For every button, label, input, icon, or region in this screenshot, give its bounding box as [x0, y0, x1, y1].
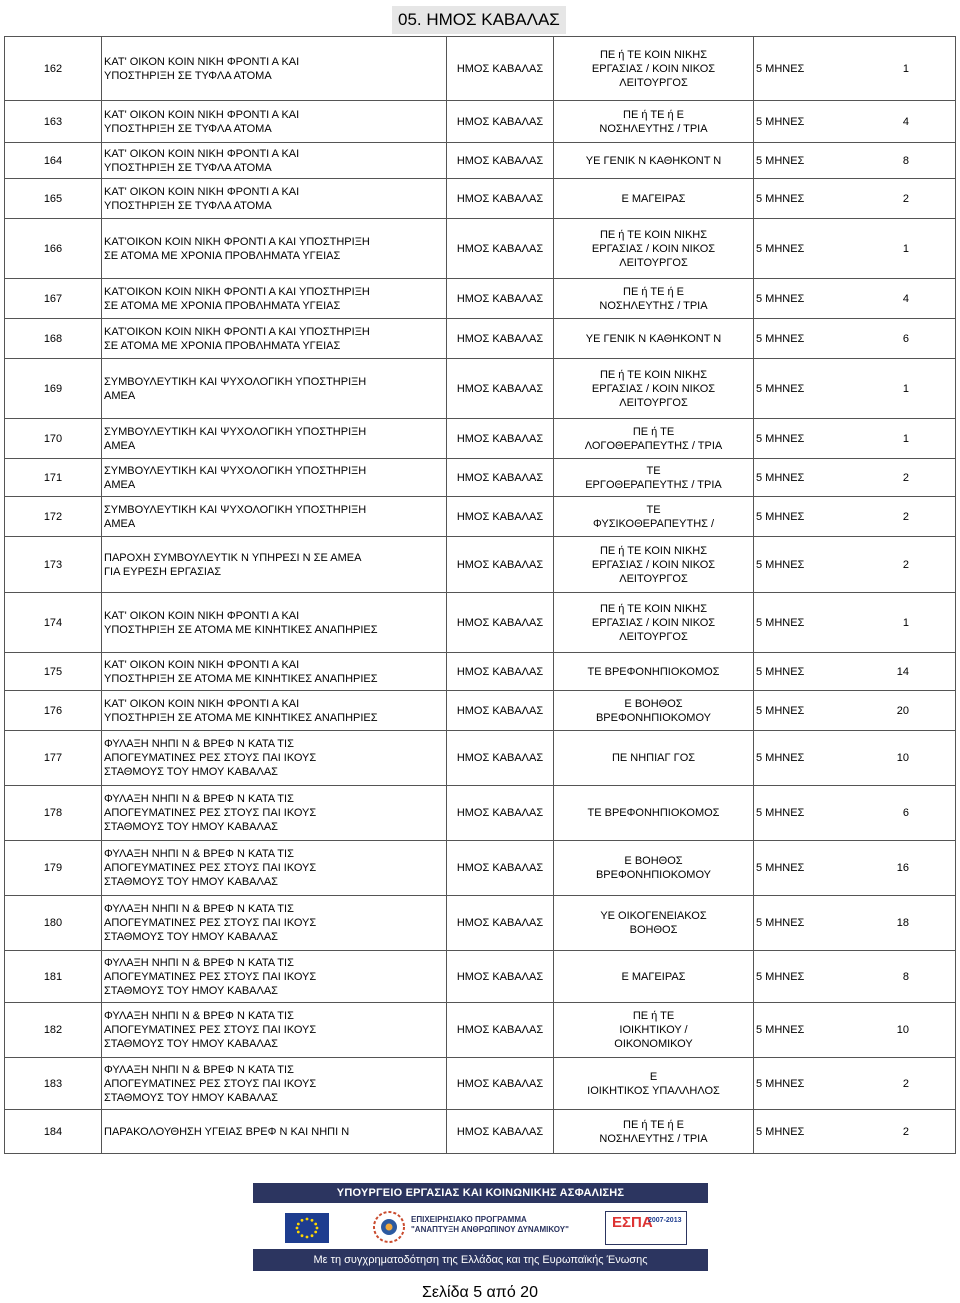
- program-cell: ΠΑΡΑΚΟΛΟΥΘΗΣΗ ΥΓΕΙΑΣ ΒΡΕΦ Ν ΚΑΙ ΝΗΠΙ Ν: [102, 1110, 447, 1154]
- location-cell: ΗΜΟΣ ΚΑΒΑΛΑΣ: [447, 786, 554, 841]
- row-number-cell: 170: [5, 419, 102, 459]
- location-cell: ΗΜΟΣ ΚΑΒΑΛΑΣ: [447, 731, 554, 786]
- specialty-cell: ΠΕ ΝΗΠΙΑΓ ΓΟΣ: [554, 731, 754, 786]
- position-count: 6: [902, 807, 909, 819]
- table-row: [5, 1058, 956, 1110]
- specialty-cell: Ε ΒΟΗΘΟΣ ΒΡΕΦΟΝΗΠΙΟΚΟΜΟΥ: [554, 691, 754, 731]
- row-number-cell: 174: [5, 593, 102, 653]
- duration-count-cell: [754, 593, 956, 653]
- location-cell: ΗΜΟΣ ΚΑΒΑΛΑΣ: [447, 279, 554, 319]
- program-cell: ΚΑΤ' ΟΙΚΟΝ ΚΟΙΝ ΝΙΚΗ ΦΡΟΝΤΙ Α ΚΑΙ ΥΠΟΣΤΗΡΙΞΗ ΣΕ ΤΥΦΛΑ ΑΤΟΜΑ: [102, 101, 447, 143]
- duration-count-cell: [754, 1058, 956, 1110]
- program-cell: ΦΥΛΑΞΗ ΝΗΠΙ Ν & ΒΡΕΦ Ν ΚΑΤΑ ΤΙΣ ΑΠΟΓΕΥΜΑΤΙΝΕΣ ΡΕΣ ΣΤΟΥΣ ΠΑΙ ΙΚΟΥΣ ΣΤΑΘΜΟΥΣ ΤΟΥ ΗΜΟΥ ΚΑΒΑΛΑΣ: [102, 896, 447, 951]
- program-cell: ΦΥΛΑΞΗ ΝΗΠΙ Ν & ΒΡΕΦ Ν ΚΑΤΑ ΤΙΣ ΑΠΟΓΕΥΜΑΤΙΝΕΣ ΡΕΣ ΣΤΟΥΣ ΠΑΙ ΙΚΟΥΣ ΣΤΑΘΜΟΥΣ ΤΟΥ ΗΜΟΥ ΚΑΒΑΛΑΣ: [102, 1003, 447, 1058]
- duration-text: 5 ΜΗΝΕΣ: [756, 807, 805, 819]
- table-row: [5, 653, 956, 691]
- row-number-cell: 169: [5, 359, 102, 419]
- row-number-cell: 175: [5, 653, 102, 691]
- specialty-cell: ΠΕ ή ΤΕ ΚΟΙΝ ΝΙΚΗΣ ΕΡΓΑΣΙΑΣ / ΚΟΙΝ ΝΙΚΟΣ ΛΕΙΤΟΥΡΓΟΣ: [554, 537, 754, 593]
- location-cell: ΗΜΟΣ ΚΑΒΑΛΑΣ: [447, 653, 554, 691]
- table-row: [5, 419, 956, 459]
- specialty-cell: ΤΕ ΕΡΓΟΘΕΡΑΠΕΥΤΗΣ / ΤΡΙΑ: [554, 459, 754, 497]
- location-cell: ΗΜΟΣ ΚΑΒΑΛΑΣ: [447, 497, 554, 537]
- row-number-cell: 178: [5, 786, 102, 841]
- table-row: [5, 319, 956, 359]
- position-count: 2: [902, 192, 909, 205]
- logo-strip: [253, 1203, 708, 1249]
- duration-count-cell: [754, 653, 956, 691]
- position-count: 1: [902, 242, 909, 255]
- position-count: 1: [902, 382, 909, 395]
- row-number-cell: 164: [5, 143, 102, 179]
- specialty-cell: ΠΕ ή ΤΕ ΙΟΙΚΗΤΙΚΟΥ / ΟΙΚΟΝΟΜΙΚΟΥ: [554, 1003, 754, 1058]
- program-cell: ΠΑΡΟΧΗ ΣΥΜΒΟΥΛΕΥΤΙΚ Ν ΥΠΗΡΕΣΙ Ν ΣΕ ΑΜΕΑ ΓΙΑ ΕΥΡΕΣΗ ΕΡΓΑΣΙΑΣ: [102, 537, 447, 593]
- positions-table: [4, 36, 956, 1154]
- duration-text: 5 ΜΗΝΕΣ: [756, 616, 805, 629]
- duration-count-cell: [754, 359, 956, 419]
- table-row: [5, 951, 956, 1003]
- duration-text: 5 ΜΗΝΕΣ: [756, 704, 805, 717]
- op-title-line1: ΕΠΙΧΕΙΡΗΣΙΑΚΟ ΠΡΟΓΡΑΜΜΑ: [411, 1215, 527, 1224]
- row-number-cell: 163: [5, 101, 102, 143]
- duration-text: 5 ΜΗΝΕΣ: [756, 970, 805, 983]
- location-cell: ΗΜΟΣ ΚΑΒΑΛΑΣ: [447, 37, 554, 101]
- duration-count-cell: [754, 37, 956, 101]
- location-cell: ΗΜΟΣ ΚΑΒΑΛΑΣ: [447, 459, 554, 497]
- location-cell: ΗΜΟΣ ΚΑΒΑΛΑΣ: [447, 319, 554, 359]
- duration-count-cell: [754, 951, 956, 1003]
- row-number-cell: 182: [5, 1003, 102, 1058]
- position-count: 2: [902, 1125, 909, 1138]
- row-number-cell: 167: [5, 279, 102, 319]
- position-count: 8: [902, 154, 909, 167]
- specialty-cell: ΤΕ ΒΡΕΦΟΝΗΠΙΟΚΟΜΟΣ: [554, 653, 754, 691]
- position-count: 10: [896, 1024, 909, 1036]
- program-cell: ΦΥΛΑΞΗ ΝΗΠΙ Ν & ΒΡΕΦ Ν ΚΑΤΑ ΤΙΣ ΑΠΟΓΕΥΜΑΤΙΝΕΣ ΡΕΣ ΣΤΟΥΣ ΠΑΙ ΙΚΟΥΣ ΣΤΑΘΜΟΥΣ ΤΟΥ ΗΜΟΥ ΚΑΒΑΛΑΣ: [102, 1058, 447, 1110]
- position-count: 14: [896, 665, 909, 678]
- table-row: [5, 731, 956, 786]
- specialty-cell: ΥΕ ΓΕΝΙΚ Ν ΚΑΘΗΚΟΝΤ Ν: [554, 143, 754, 179]
- espa-title: ΕΣΠΑ: [612, 1214, 653, 1231]
- duration-text: 5 ΜΗΝΕΣ: [756, 332, 805, 345]
- position-count: 8: [902, 970, 909, 983]
- location-cell: ΗΜΟΣ ΚΑΒΑΛΑΣ: [447, 101, 554, 143]
- row-number-cell: 184: [5, 1110, 102, 1154]
- position-count: 1: [902, 62, 909, 75]
- duration-text: 5 ΜΗΝΕΣ: [756, 1125, 805, 1138]
- position-count: 18: [896, 917, 909, 929]
- program-cell: ΦΥΛΑΞΗ ΝΗΠΙ Ν & ΒΡΕΦ Ν ΚΑΤΑ ΤΙΣ ΑΠΟΓΕΥΜΑΤΙΝΕΣ ΡΕΣ ΣΤΟΥΣ ΠΑΙ ΙΚΟΥΣ ΣΤΑΘΜΟΥΣ ΤΟΥ ΗΜΟΥ ΚΑΒΑΛΑΣ: [102, 951, 447, 1003]
- duration-count-cell: [754, 537, 956, 593]
- espa-logo: [605, 1211, 687, 1245]
- position-count: 16: [896, 862, 909, 874]
- espa-years: 2007-2013: [648, 1217, 682, 1224]
- duration-count-cell: [754, 497, 956, 537]
- position-count: 2: [902, 1077, 909, 1090]
- duration-count-cell: [754, 319, 956, 359]
- op-title: [411, 1215, 576, 1235]
- program-cell: ΚΑΤ' ΟΙΚΟΝ ΚΟΙΝ ΝΙΚΗ ΦΡΟΝΤΙ Α ΚΑΙ ΥΠΟΣΤΗΡΙΞΗ ΣΕ ΑΤΟΜΑ ΜΕ ΚΙΝΗΤΙΚΕΣ ΑΝΑΠΗΡΙΕΣ: [102, 653, 447, 691]
- duration-count-cell: [754, 101, 956, 143]
- page-number: Σελίδα 5 από 20: [422, 1284, 538, 1301]
- program-cell: ΚΑΤ'ΟΙΚΟΝ ΚΟΙΝ ΝΙΚΗ ΦΡΟΝΤΙ Α ΚΑΙ ΥΠΟΣΤΗΡΙΞΗ ΣΕ ΑΤΟΜΑ ΜΕ ΧΡΟΝΙΑ ΠΡΟΒΛΗΜΑΤΑ ΥΓΕΙΑΣ: [102, 219, 447, 279]
- duration-count-cell: [754, 731, 956, 786]
- duration-text: 5 ΜΗΝΕΣ: [756, 115, 805, 128]
- program-cell: ΦΥΛΑΞΗ ΝΗΠΙ Ν & ΒΡΕΦ Ν ΚΑΤΑ ΤΙΣ ΑΠΟΓΕΥΜΑΤΙΝΕΣ ΡΕΣ ΣΤΟΥΣ ΠΑΙ ΙΚΟΥΣ ΣΤΑΘΜΟΥΣ ΤΟΥ ΗΜΟΥ ΚΑΒΑΛΑΣ: [102, 786, 447, 841]
- row-number-cell: 168: [5, 319, 102, 359]
- position-count: 4: [902, 292, 909, 305]
- duration-text: 5 ΜΗΝΕΣ: [756, 1077, 805, 1090]
- duration-text: 5 ΜΗΝΕΣ: [756, 752, 805, 764]
- location-cell: ΗΜΟΣ ΚΑΒΑΛΑΣ: [447, 179, 554, 219]
- location-cell: ΗΜΟΣ ΚΑΒΑΛΑΣ: [447, 143, 554, 179]
- table-row: [5, 497, 956, 537]
- specialty-cell: ΠΕ ή ΤΕ ΚΟΙΝ ΝΙΚΗΣ ΕΡΓΑΣΙΑΣ / ΚΟΙΝ ΝΙΚΟΣ ΛΕΙΤΟΥΡΓΟΣ: [554, 219, 754, 279]
- program-cell: ΚΑΤ'ΟΙΚΟΝ ΚΟΙΝ ΝΙΚΗ ΦΡΟΝΤΙ Α ΚΑΙ ΥΠΟΣΤΗΡΙΞΗ ΣΕ ΑΤΟΜΑ ΜΕ ΧΡΟΝΙΑ ΠΡΟΒΛΗΜΑΤΑ ΥΓΕΙΑΣ: [102, 319, 447, 359]
- specialty-cell: Ε ΜΑΓΕΙΡΑΣ: [554, 179, 754, 219]
- row-number-cell: 180: [5, 896, 102, 951]
- duration-count-cell: [754, 691, 956, 731]
- specialty-cell: ΠΕ ή ΤΕ ΚΟΙΝ ΝΙΚΗΣ ΕΡΓΑΣΙΑΣ / ΚΟΙΝ ΝΙΚΟΣ ΛΕΙΤΟΥΡΓΟΣ: [554, 37, 754, 101]
- row-number-cell: 162: [5, 37, 102, 101]
- duration-text: 5 ΜΗΝΕΣ: [756, 471, 805, 484]
- table-row: [5, 279, 956, 319]
- location-cell: ΗΜΟΣ ΚΑΒΑΛΑΣ: [447, 219, 554, 279]
- table-row: [5, 359, 956, 419]
- position-count: 4: [902, 115, 909, 128]
- duration-text: 5 ΜΗΝΕΣ: [756, 154, 805, 167]
- program-cell: ΣΥΜΒΟΥΛΕΥΤΙΚΗ ΚΑΙ ΨΥΧΟΛΟΓΙΚΗ ΥΠΟΣΤΗΡΙΞΗ ΑΜΕΑ: [102, 459, 447, 497]
- program-cell: ΣΥΜΒΟΥΛΕΥΤΙΚΗ ΚΑΙ ΨΥΧΟΛΟΓΙΚΗ ΥΠΟΣΤΗΡΙΞΗ ΑΜΕΑ: [102, 497, 447, 537]
- table-row: [5, 143, 956, 179]
- specialty-cell: ΤΕ ΦΥΣΙΚΟΘΕΡΑΠΕΥΤΗΣ /: [554, 497, 754, 537]
- program-cell: ΣΥΜΒΟΥΛΕΥΤΙΚΗ ΚΑΙ ΨΥΧΟΛΟΓΙΚΗ ΥΠΟΣΤΗΡΙΞΗ ΑΜΕΑ: [102, 419, 447, 459]
- program-cell: ΣΥΜΒΟΥΛΕΥΤΙΚΗ ΚΑΙ ΨΥΧΟΛΟΓΙΚΗ ΥΠΟΣΤΗΡΙΞΗ ΑΜΕΑ: [102, 359, 447, 419]
- specialty-cell: ΠΕ ή ΤΕ ή Ε ΝΟΣΗΛΕΥΤΗΣ / ΤΡΙΑ: [554, 279, 754, 319]
- table-row: [5, 896, 956, 951]
- specialty-cell: ΤΕ ΒΡΕΦΟΝΗΠΙΟΚΟΜΟΣ: [554, 786, 754, 841]
- location-cell: ΗΜΟΣ ΚΑΒΑΛΑΣ: [447, 1110, 554, 1154]
- table-row: [5, 219, 956, 279]
- row-number-cell: 165: [5, 179, 102, 219]
- position-count: 10: [896, 752, 909, 764]
- program-cell: ΚΑΤ' ΟΙΚΟΝ ΚΟΙΝ ΝΙΚΗ ΦΡΟΝΤΙ Α ΚΑΙ ΥΠΟΣΤΗΡΙΞΗ ΣΕ ΑΤΟΜΑ ΜΕ ΚΙΝΗΤΙΚΕΣ ΑΝΑΠΗΡΙΕΣ: [102, 593, 447, 653]
- program-cell: ΚΑΤ' ΟΙΚΟΝ ΚΟΙΝ ΝΙΚΗ ΦΡΟΝΤΙ Α ΚΑΙ ΥΠΟΣΤΗΡΙΞΗ ΣΕ ΤΥΦΛΑ ΑΤΟΜΑ: [102, 37, 447, 101]
- duration-text: 5 ΜΗΝΕΣ: [756, 192, 805, 205]
- row-number-cell: 172: [5, 497, 102, 537]
- table-row: [5, 1003, 956, 1058]
- location-cell: ΗΜΟΣ ΚΑΒΑΛΑΣ: [447, 691, 554, 731]
- location-cell: ΗΜΟΣ ΚΑΒΑΛΑΣ: [447, 1003, 554, 1058]
- duration-text: 5 ΜΗΝΕΣ: [756, 558, 805, 571]
- duration-text: 5 ΜΗΝΕΣ: [756, 1024, 805, 1036]
- program-cell: ΦΥΛΑΞΗ ΝΗΠΙ Ν & ΒΡΕΦ Ν ΚΑΤΑ ΤΙΣ ΑΠΟΓΕΥΜΑΤΙΝΕΣ ΡΕΣ ΣΤΟΥΣ ΠΑΙ ΙΚΟΥΣ ΣΤΑΘΜΟΥΣ ΤΟΥ ΗΜΟΥ ΚΑΒΑΛΑΣ: [102, 841, 447, 896]
- row-number-cell: 173: [5, 537, 102, 593]
- position-count: 2: [902, 510, 909, 523]
- specialty-cell: Ε ΒΟΗΘΟΣ ΒΡΕΦΟΝΗΠΙΟΚΟΜΟΥ: [554, 841, 754, 896]
- positions-table-body: [5, 37, 956, 1154]
- row-number-cell: 179: [5, 841, 102, 896]
- position-count: 1: [902, 432, 909, 445]
- location-cell: ΗΜΟΣ ΚΑΒΑΛΑΣ: [447, 593, 554, 653]
- duration-count-cell: [754, 896, 956, 951]
- section-header: [392, 6, 912, 36]
- table-row: [5, 593, 956, 653]
- position-count: 2: [902, 558, 909, 571]
- specialty-cell: ΠΕ ή ΤΕ ή Ε ΝΟΣΗΛΕΥΤΗΣ / ΤΡΙΑ: [554, 101, 754, 143]
- table-row: [5, 459, 956, 497]
- section-title: 05. ΗΜΟΣ ΚΑΒΑΛΑΣ: [392, 6, 566, 34]
- program-cell: ΦΥΛΑΞΗ ΝΗΠΙ Ν & ΒΡΕΦ Ν ΚΑΤΑ ΤΙΣ ΑΠΟΓΕΥΜΑΤΙΝΕΣ ΡΕΣ ΣΤΟΥΣ ΠΑΙ ΙΚΟΥΣ ΣΤΑΘΜΟΥΣ ΤΟΥ ΗΜΟΥ ΚΑΒΑΛΑΣ: [102, 731, 447, 786]
- specialty-cell: Ε ΜΑΓΕΙΡΑΣ: [554, 951, 754, 1003]
- duration-text: 5 ΜΗΝΕΣ: [756, 917, 805, 929]
- row-number-cell: 176: [5, 691, 102, 731]
- duration-count-cell: [754, 279, 956, 319]
- table-row: [5, 37, 956, 101]
- specialty-cell: ΠΕ ή ΤΕ ή Ε ΝΟΣΗΛΕΥΤΗΣ / ΤΡΙΑ: [554, 1110, 754, 1154]
- position-count: 1: [902, 616, 909, 629]
- specialty-cell: Ε ΙΟΙΚΗΤΙΚΟΣ ΥΠΑΛΛΗΛΟΣ: [554, 1058, 754, 1110]
- specialty-cell: ΥΕ ΟΙΚΟΓΕΝΕΙΑΚΟΣ ΒΟΗΘΟΣ: [554, 896, 754, 951]
- table-row: [5, 841, 956, 896]
- location-cell: ΗΜΟΣ ΚΑΒΑΛΑΣ: [447, 537, 554, 593]
- location-cell: ΗΜΟΣ ΚΑΒΑΛΑΣ: [447, 419, 554, 459]
- program-cell: ΚΑΤ'ΟΙΚΟΝ ΚΟΙΝ ΝΙΚΗ ΦΡΟΝΤΙ Α ΚΑΙ ΥΠΟΣΤΗΡΙΞΗ ΣΕ ΑΤΟΜΑ ΜΕ ΧΡΟΝΙΑ ΠΡΟΒΛΗΜΑΤΑ ΥΓΕΙΑΣ: [102, 279, 447, 319]
- position-count: 2: [902, 471, 909, 484]
- duration-count-cell: [754, 179, 956, 219]
- location-cell: ΗΜΟΣ ΚΑΒΑΛΑΣ: [447, 359, 554, 419]
- program-cell: ΚΑΤ' ΟΙΚΟΝ ΚΟΙΝ ΝΙΚΗ ΦΡΟΝΤΙ Α ΚΑΙ ΥΠΟΣΤΗΡΙΞΗ ΣΕ ΑΤΟΜΑ ΜΕ ΚΙΝΗΤΙΚΕΣ ΑΝΑΠΗΡΙΕΣ: [102, 691, 447, 731]
- location-cell: ΗΜΟΣ ΚΑΒΑΛΑΣ: [447, 841, 554, 896]
- table-row: [5, 101, 956, 143]
- table-row: [5, 1110, 956, 1154]
- duration-count-cell: [754, 1110, 956, 1154]
- footer-banner: [253, 1183, 708, 1273]
- row-number-cell: 171: [5, 459, 102, 497]
- duration-text: 5 ΜΗΝΕΣ: [756, 242, 805, 255]
- table-row: [5, 691, 956, 731]
- table-row: [5, 786, 956, 841]
- op-emblem-icon: [371, 1209, 407, 1245]
- duration-count-cell: [754, 419, 956, 459]
- row-number-cell: 166: [5, 219, 102, 279]
- specialty-cell: ΠΕ ή ΤΕ ΛΟΓΟΘΕΡΑΠΕΥΤΗΣ / ΤΡΙΑ: [554, 419, 754, 459]
- location-cell: ΗΜΟΣ ΚΑΒΑΛΑΣ: [447, 896, 554, 951]
- duration-text: 5 ΜΗΝΕΣ: [756, 510, 805, 523]
- program-cell: ΚΑΤ' ΟΙΚΟΝ ΚΟΙΝ ΝΙΚΗ ΦΡΟΝΤΙ Α ΚΑΙ ΥΠΟΣΤΗΡΙΞΗ ΣΕ ΤΥΦΛΑ ΑΤΟΜΑ: [102, 179, 447, 219]
- duration-text: 5 ΜΗΝΕΣ: [756, 382, 805, 395]
- specialty-cell: ΥΕ ΓΕΝΙΚ Ν ΚΑΘΗΚΟΝΤ Ν: [554, 319, 754, 359]
- row-number-cell: 183: [5, 1058, 102, 1110]
- duration-count-cell: [754, 1003, 956, 1058]
- duration-text: 5 ΜΗΝΕΣ: [756, 432, 805, 445]
- position-count: 20: [896, 704, 909, 717]
- op-title-line2: "ΑΝΑΠΤΥΞΗ ΑΝΘΡΩΠΙΝΟΥ ΔΥΝΑΜΙΚΟΥ": [411, 1225, 569, 1234]
- specialty-cell: ΠΕ ή ΤΕ ΚΟΙΝ ΝΙΚΗΣ ΕΡΓΑΣΙΑΣ / ΚΟΙΝ ΝΙΚΟΣ ΛΕΙΤΟΥΡΓΟΣ: [554, 593, 754, 653]
- duration-count-cell: [754, 786, 956, 841]
- duration-count-cell: [754, 219, 956, 279]
- duration-count-cell: [754, 143, 956, 179]
- cofunding-bar: Με τη συγχρηματοδότηση της Ελλάδας και της Ευρωπαϊκής Ένωσης: [253, 1249, 708, 1271]
- table-row: [5, 537, 956, 593]
- duration-text: 5 ΜΗΝΕΣ: [756, 62, 805, 75]
- row-number-cell: 177: [5, 731, 102, 786]
- location-cell: ΗΜΟΣ ΚΑΒΑΛΑΣ: [447, 951, 554, 1003]
- table-row: [5, 179, 956, 219]
- ministry-bar: ΥΠΟΥΡΓΕΙΟ ΕΡΓΑΣΙΑΣ ΚΑΙ ΚΟΙΝΩΝΙΚΗΣ ΑΣΦΑΛΙΣΗΣ: [253, 1183, 708, 1203]
- eu-flag-icon: [285, 1213, 329, 1243]
- duration-count-cell: [754, 459, 956, 497]
- duration-count-cell: [754, 841, 956, 896]
- specialty-cell: ΠΕ ή ΤΕ ΚΟΙΝ ΝΙΚΗΣ ΕΡΓΑΣΙΑΣ / ΚΟΙΝ ΝΙΚΟΣ ΛΕΙΤΟΥΡΓΟΣ: [554, 359, 754, 419]
- row-number-cell: 181: [5, 951, 102, 1003]
- duration-text: 5 ΜΗΝΕΣ: [756, 665, 805, 678]
- duration-text: 5 ΜΗΝΕΣ: [756, 292, 805, 305]
- program-cell: ΚΑΤ' ΟΙΚΟΝ ΚΟΙΝ ΝΙΚΗ ΦΡΟΝΤΙ Α ΚΑΙ ΥΠΟΣΤΗΡΙΞΗ ΣΕ ΤΥΦΛΑ ΑΤΟΜΑ: [102, 143, 447, 179]
- duration-text: 5 ΜΗΝΕΣ: [756, 862, 805, 874]
- position-count: 6: [902, 332, 909, 345]
- location-cell: ΗΜΟΣ ΚΑΒΑΛΑΣ: [447, 1058, 554, 1110]
